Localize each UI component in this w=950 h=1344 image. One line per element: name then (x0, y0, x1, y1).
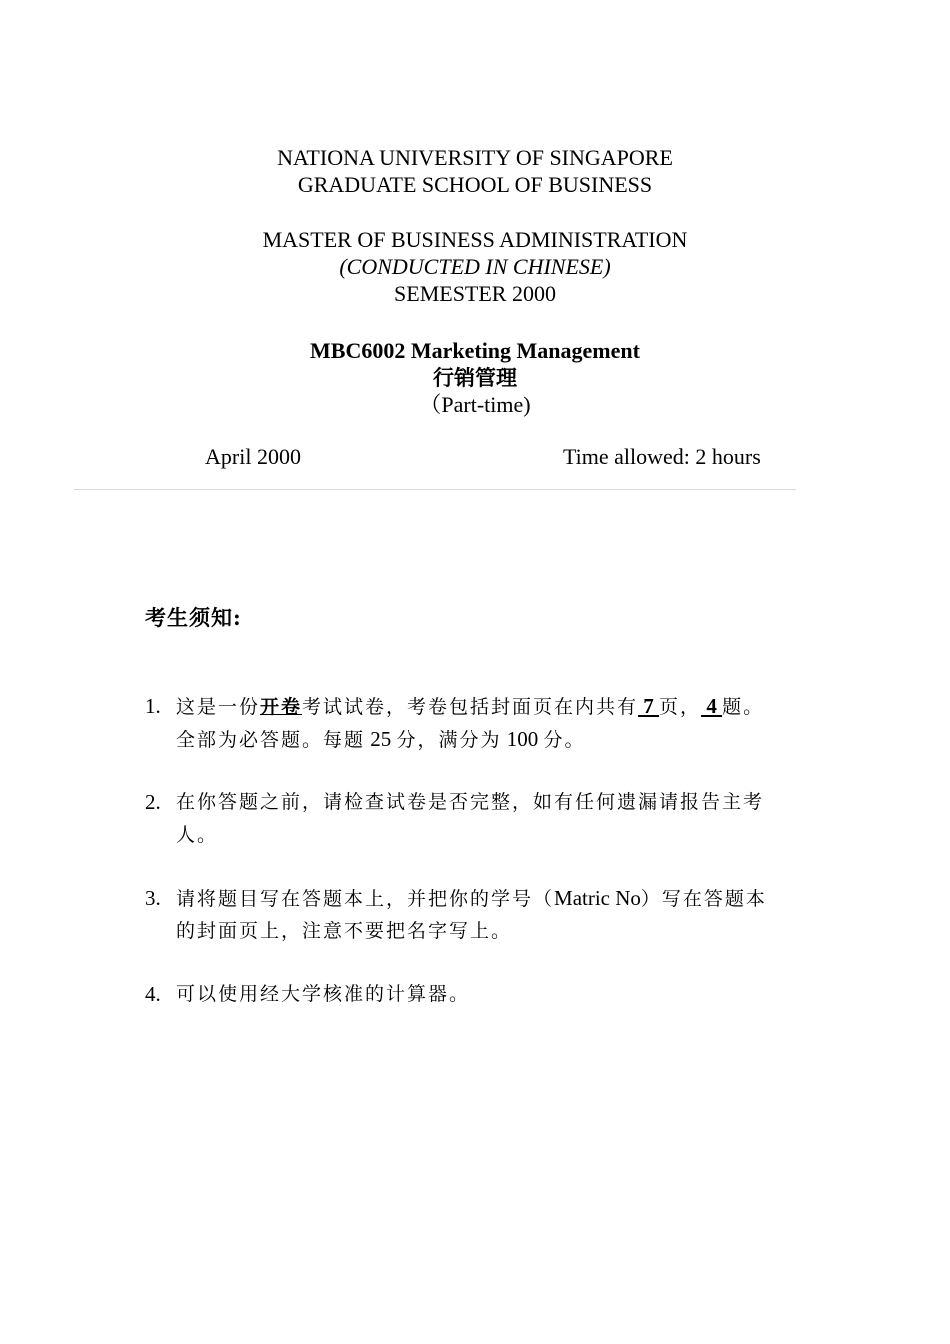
instruction-number: 1. (145, 694, 161, 718)
text-segment: 全部为必答题。每题 (176, 730, 366, 751)
text-segment: ）写在答题本 (640, 889, 767, 910)
school-name: GRADUATE SCHOOL OF BUSINESS (297, 172, 653, 197)
text-segment: 这是一份 (176, 697, 261, 718)
instruction-line (176, 882, 767, 916)
institution-header (0, 144, 950, 198)
text-segment: 页， (659, 697, 702, 718)
matric-number-label: Matric No (554, 886, 641, 910)
course-title: MBC6002 Marketing Management (310, 338, 640, 363)
language-note: (CONDUCTED IN CHINESE) (339, 254, 611, 279)
header-divider (74, 489, 796, 490)
course-title-chinese: 行销管理 (433, 365, 517, 390)
instruction-line: 的封面页上，注意不要把名字写上。 (176, 921, 513, 942)
text-segment: 请将题目写在答题本上，并把你的学号（ (176, 889, 555, 910)
question-count: 4 (701, 694, 723, 718)
page-count: 7 (638, 694, 660, 718)
text-segment: 分。 (543, 730, 586, 751)
instruction-number: 3. (145, 886, 161, 910)
semester-label: SEMESTER 2000 (394, 281, 556, 306)
exam-date: April 2000 (205, 444, 301, 469)
score-per-question: 25 (365, 727, 397, 751)
open-book-emphasis: 开卷 (260, 697, 303, 718)
instruction-number: 4. (145, 982, 161, 1006)
text-segment: 考试试卷，考卷包括封面页在内共有 (302, 697, 639, 718)
instruction-line: 在你答题之前，请检查试卷是否完整，如有任何遗漏请报告主考 (176, 792, 765, 813)
programme-name: MASTER OF BUSINESS ADMINISTRATION (262, 227, 688, 252)
text-segment: 分，满分为 (396, 730, 502, 751)
text-segment: 题。 (722, 697, 765, 718)
instructions-heading: 考生须知: (145, 605, 242, 630)
instruction-line: 可以使用经大学核准的计算器。 (176, 984, 471, 1005)
instruction-line (176, 723, 586, 757)
total-score: 100 (501, 727, 544, 751)
instruction-line: 人。 (176, 825, 219, 846)
university-name: NATIONA UNIVERSITY OF SINGAPORE (277, 145, 673, 170)
course-header (0, 337, 950, 418)
time-allowed: Time allowed: 2 hours (563, 444, 761, 469)
programme-header (0, 226, 950, 307)
instruction-line (176, 690, 764, 724)
instruction-number: 2. (145, 790, 161, 814)
study-mode: （Part-time) (419, 392, 531, 417)
